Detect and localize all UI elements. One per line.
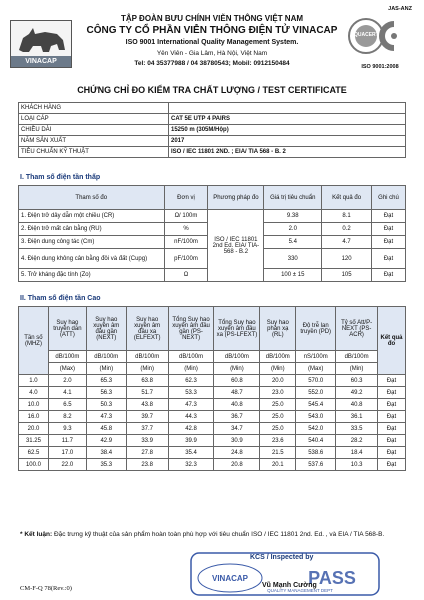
value-cell: 9.3 [48, 423, 86, 435]
value-cell: 28.2 [336, 435, 378, 447]
result-cell: Đạt [378, 459, 406, 471]
info-value [169, 103, 406, 114]
company-contact: Tel: 04 35377988 / 04 38780543; Mobil: 0912150484 [134, 60, 290, 67]
value-cell: 38.4 [86, 447, 126, 459]
result-cell: Đạt [378, 447, 406, 459]
kcs-label: KCS / Inspected by [250, 554, 314, 561]
low-frequency-table [18, 185, 406, 282]
pass-note: Đạt [372, 269, 406, 282]
company-address: Yên Viên - Gia Lâm, Hà Nội, Việt Nam [156, 50, 268, 57]
value-cell: 25.0 [260, 423, 296, 435]
param-name: 5. Trở kháng đặc tính (Zo) [19, 269, 165, 282]
value-cell: 23.6 [260, 435, 296, 447]
info-value: 15250 m (305M/Hộp) [169, 125, 406, 136]
col-header: Suy hao truyền dẫn (ATT) [48, 307, 86, 351]
result-cell: Đạt [378, 399, 406, 411]
param-unit: % [164, 223, 208, 236]
measured-value: 8.1 [322, 210, 372, 223]
limit-cell: (Max) [296, 363, 336, 375]
value-cell: 47.3 [168, 399, 214, 411]
col-header: Tổng Suy hao xuyên âm đầu gần (PS-NEXT) [168, 307, 214, 351]
info-value: CAT 5E UTP 4 PAIRS [169, 114, 406, 125]
frequency-cell: 31.25 [19, 435, 49, 447]
standard-value: 330 [264, 249, 322, 269]
value-cell: 40.8 [214, 399, 260, 411]
measured-value: 0.2 [322, 223, 372, 236]
unit-cell: nS/100m [296, 351, 336, 363]
value-cell: 39.9 [168, 435, 214, 447]
value-cell: 538.6 [296, 447, 336, 459]
value-cell: 22.0 [48, 459, 86, 471]
value-cell: 48.7 [214, 387, 260, 399]
info-label: CHIỀU DÀI [19, 125, 169, 136]
value-cell: 63.8 [126, 375, 168, 387]
product-info-table [18, 102, 406, 158]
standard-value: 100 ± 15 [264, 269, 322, 282]
value-cell: 25.0 [260, 399, 296, 411]
unit-row [19, 351, 406, 363]
frequency-cell: 1.0 [19, 375, 49, 387]
value-cell: 35.4 [168, 447, 214, 459]
value-cell: 542.0 [296, 423, 336, 435]
value-cell: 570.0 [296, 375, 336, 387]
value-cell: 45.8 [86, 423, 126, 435]
param-name: 1. Điện trở dây dẫn một chiều (CR) [19, 210, 165, 223]
value-cell: 49.2 [336, 387, 378, 399]
value-cell: 60.8 [214, 375, 260, 387]
col-header: Độ trễ lan truyền (PD) [296, 307, 336, 351]
table-row [19, 411, 406, 423]
value-cell: 34.7 [214, 423, 260, 435]
table-row [19, 210, 406, 223]
col-header: Đơn vị [164, 186, 208, 210]
value-cell: 27.8 [126, 447, 168, 459]
value-cell: 32.3 [168, 459, 214, 471]
frequency-cell: 16.0 [19, 411, 49, 423]
value-cell: 552.0 [296, 387, 336, 399]
value-cell: 17.0 [48, 447, 86, 459]
value-cell: 25.0 [260, 411, 296, 423]
value-cell: 23.8 [126, 459, 168, 471]
table-row [19, 387, 406, 399]
value-cell: 43.8 [126, 399, 168, 411]
limit-cell: (Min) [86, 363, 126, 375]
iso-statement: ISO 9001 International Quality Management System. [125, 39, 299, 46]
info-label: KHÁCH HÀNG [19, 103, 169, 114]
param-name: 2. Điện trở mất cân bằng (RU) [19, 223, 165, 236]
certificate-title: CHỨNG CHỈ ĐO KIỂM TRA CHẤT LƯỢNG / TEST CERTIFICATE [77, 85, 347, 95]
value-cell: 20.8 [214, 459, 260, 471]
param-unit: Ω [164, 269, 208, 282]
pass-note: Đạt [372, 223, 406, 236]
col-header: Tổng Suy hao xuyên âm đầu xa (PS-LFEXT) [214, 307, 260, 351]
limit-row [19, 363, 406, 375]
col-header: Tần số (MHZ) [19, 307, 49, 375]
limit-cell: (Min) [126, 363, 168, 375]
section-high-frequency-title: II. Tham số điện tần Cao [20, 295, 101, 302]
unit-cell: dB/100m [86, 351, 126, 363]
test-method: ISO / IEC 11801 2nd Ed. EIA/ TIA-568 - B.2 [208, 210, 264, 282]
value-cell: 36.1 [336, 411, 378, 423]
value-cell: 33.5 [336, 423, 378, 435]
measured-value: 4.7 [322, 236, 372, 249]
section-low-frequency-title: I. Tham số điện tần thấp [20, 174, 101, 181]
value-cell: 65.3 [86, 375, 126, 387]
value-cell: 62.3 [168, 375, 214, 387]
high-frequency-table [18, 306, 406, 471]
value-cell: 6.5 [48, 399, 86, 411]
value-cell: 56.3 [86, 387, 126, 399]
limit-cell: (Min) [168, 363, 214, 375]
value-cell: 35.3 [86, 459, 126, 471]
standard-value: 9.38 [264, 210, 322, 223]
value-cell: 53.3 [168, 387, 214, 399]
value-cell: 50.3 [86, 399, 126, 411]
pass-note: Đạt [372, 249, 406, 269]
measured-value: 105 [322, 269, 372, 282]
col-header: Phương pháp đo [208, 186, 264, 210]
param-name: 4. Điện dung không cân bằng đôi và đất (Cupg) [19, 249, 165, 269]
unit-cell: dB/100m [336, 351, 378, 363]
limit-cell: (Min) [260, 363, 296, 375]
letterhead [0, 0, 424, 80]
conclusion-text: Đặc trưng kỹ thuật của sản phẩm hoàn toàn phù hợp với tiêu chuẩn ISO / IEC 11801 2nd. Ed. , và EIA / TIA 568-B. [53, 531, 385, 538]
col-header: Tỷ số Att/P-NEXT (PS-ACR) [336, 307, 378, 351]
limit-cell: (Max) [48, 363, 86, 375]
standard-value: 5.4 [264, 236, 322, 249]
frequency-cell: 62.5 [19, 447, 49, 459]
value-cell: 20.0 [260, 375, 296, 387]
value-cell: 21.5 [260, 447, 296, 459]
value-cell: 4.1 [48, 387, 86, 399]
table-row [19, 423, 406, 435]
result-cell: Đạt [378, 375, 406, 387]
info-row [19, 125, 406, 136]
value-cell: 10.3 [336, 459, 378, 471]
value-cell: 39.7 [126, 411, 168, 423]
conclusion-label: * Kết luận: [20, 531, 53, 538]
param-unit: pF/100m [164, 249, 208, 269]
param-name: 3. Điện dung công tác (Cm) [19, 236, 165, 249]
info-value: 2017 [169, 136, 406, 147]
info-label: NĂM SẢN XUẤT [19, 136, 169, 147]
value-cell: 40.8 [336, 399, 378, 411]
table-header-row [19, 186, 406, 210]
col-header: Suy hao xuyên âm đầu gần (NEXT) [86, 307, 126, 351]
limit-cell: (Min) [336, 363, 378, 375]
result-cell: Đạt [378, 435, 406, 447]
company-name: CÔNG TY CỔ PHẦN VIỄN THÔNG ĐIỆN TỬ VINACAP [86, 25, 338, 36]
param-unit: Ω/ 100m [164, 210, 208, 223]
measured-value: 120 [322, 249, 372, 269]
value-cell: 8.2 [48, 411, 86, 423]
value-cell: 20.1 [260, 459, 296, 471]
col-header: Kết quả đo [378, 307, 406, 375]
param-unit: nF/100m [164, 236, 208, 249]
result-cell: Đạt [378, 387, 406, 399]
frequency-cell: 100.0 [19, 459, 49, 471]
value-cell: 36.7 [214, 411, 260, 423]
table-row [19, 447, 406, 459]
value-cell: 42.9 [86, 435, 126, 447]
value-cell: 23.0 [260, 387, 296, 399]
signer-name: Vũ Mạnh Cường [262, 582, 317, 589]
value-cell: 543.0 [296, 411, 336, 423]
frequency-cell: 20.0 [19, 423, 49, 435]
value-cell: 540.4 [296, 435, 336, 447]
rhino-icon [15, 24, 69, 58]
value-cell: 60.3 [336, 375, 378, 387]
logo-text: VINACAP [11, 56, 71, 67]
col-header: Suy hao phản xạ (RL) [260, 307, 296, 351]
info-label: TIÊU CHUẨN KỸ THUẬT [19, 147, 169, 158]
col-header: Tham số đo [19, 186, 165, 210]
table-row [19, 435, 406, 447]
table-row [19, 459, 406, 471]
value-cell: 33.9 [126, 435, 168, 447]
col-header: Ghi chú [372, 186, 406, 210]
stamp-dept: QUALITY MANAGEMENT DEPT [267, 588, 333, 593]
col-header: Giá trị tiêu chuẩn [264, 186, 322, 210]
group-name: TẬP ĐOÀN BƯU CHÍNH VIỄN THÔNG VIỆT NAM [120, 14, 304, 23]
value-cell: 42.8 [168, 423, 214, 435]
info-value: ISO / IEC 11801 2ND. ; EIA/ TIA 568 - B. 2 [169, 147, 406, 158]
value-cell: 2.0 [48, 375, 86, 387]
info-label: LOẠI CÁP [19, 114, 169, 125]
pass-note: Đạt [372, 236, 406, 249]
value-cell: 44.3 [168, 411, 214, 423]
table-row [19, 399, 406, 411]
info-row [19, 136, 406, 147]
unit-cell: dB/100m [48, 351, 86, 363]
quacert-mark-icon [344, 14, 416, 64]
stamp-pass: PASS [308, 568, 356, 588]
result-cell: Đạt [378, 411, 406, 423]
value-cell: 51.7 [126, 387, 168, 399]
unit-cell: dB/100m [260, 351, 296, 363]
frequency-cell: 4.0 [19, 387, 49, 399]
badge-iso: ISO 9001:2008 [361, 64, 399, 70]
vinacap-logo [10, 20, 72, 68]
value-cell: 545.4 [296, 399, 336, 411]
badge-jas-anz: JAS-ANZ [388, 6, 412, 12]
info-row [19, 114, 406, 125]
col-header: Suy hao xuyên âm đầu xa (ELFEXT) [126, 307, 168, 351]
conclusion [20, 530, 410, 540]
value-cell: 37.7 [126, 423, 168, 435]
form-code: CM-F-Q 78(Rev.:0) [20, 585, 72, 592]
value-cell: 30.9 [214, 435, 260, 447]
value-cell: 537.6 [296, 459, 336, 471]
unit-cell: dB/100m [126, 351, 168, 363]
table-header-row [19, 307, 406, 351]
badge-quacert: QUACERT [354, 32, 379, 38]
info-row [19, 103, 406, 114]
quacert-badge [344, 6, 416, 72]
col-header: Kết quả đo [322, 186, 372, 210]
result-cell: Đạt [378, 423, 406, 435]
limit-cell: (Min) [214, 363, 260, 375]
value-cell: 24.8 [214, 447, 260, 459]
stamp-brand: VINACAP [211, 574, 249, 583]
value-cell: 47.3 [86, 411, 126, 423]
unit-cell: dB/100m [214, 351, 260, 363]
info-row [19, 147, 406, 158]
table-row [19, 375, 406, 387]
pass-note: Đạt [372, 210, 406, 223]
standard-value: 2.0 [264, 223, 322, 236]
frequency-cell: 10.0 [19, 399, 49, 411]
value-cell: 18.4 [336, 447, 378, 459]
unit-cell: dB/100m [168, 351, 214, 363]
value-cell: 11.7 [48, 435, 86, 447]
